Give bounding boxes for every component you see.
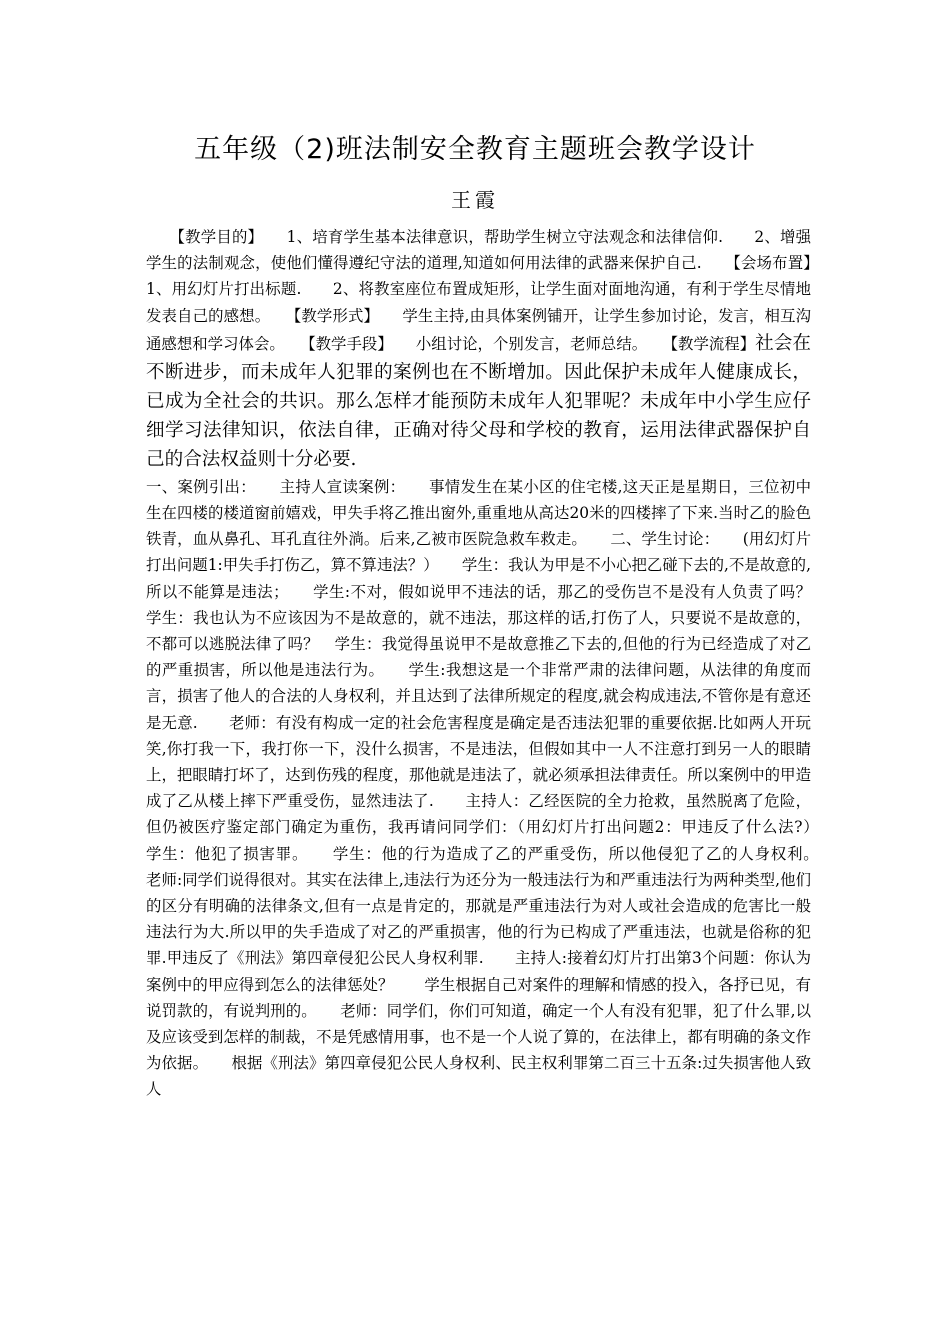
case-paragraph: 一、案例引出： 主持人宣读案例： 事情发生在某小区的住宅楼,这天正是星期日，三位初中生在四楼的楼道窗前嬉戏，甲失手将乙推出窗外,重重地从高达20米的四楼摔了下来.当时乙的脸色铁青，血从鼻孔、耳孔直往外淌。后来,乙被市医院急救车救走。 二、学生讨论： (用幻灯片打出问题1:甲失手打伤乙，算不算违法？） 学生：我认为甲是不小心把乙碰下去的,不是故意的,所以不能算是违法； 学生:不对，假如说甲不违法的话，那乙的受伤岂不是没有人负责了吗？ 学生：我也认为不应该因为不是故意的，就不违法，那这样的话,打伤了人，只要说不是故意的，不都可以逃脱法律了吗？ 学生：我觉得虽说甲不是故意推乙下去的,但他的行为已经造成了对乙的严重损害，所以他是违法行为。 学生:我想这是一个非常严肃的法律问题，从法律的角度而言，损害了他人的合法的人身权利，并且达到了法律所规定的程度,就会构成违法,不管你是有意还是无意. 老师：有没有构成一定的社会危害程度是确定是否违法犯罪的重要依据.比如两人开玩笑,你打我一下，我打你一下，没什么损害，不是违法，但假如其中一人不注意打到另一人的眼睛上，把眼睛打坏了，达到伤残的程度，那他就是违法了，就必须承担法律责任。所以案例中的甲造成了乙从楼上摔下严重受伤，显然违法了. 主持人：乙经医院的全力抢救，虽然脱离了危险，但仍被医疗鉴定部门确定为重伤，我再请问同学们：（用幻灯片打出问题2：甲违反了什么法?） 学生：他犯了损害罪。 学生：他的行为造成了乙的严重受伤，所以他侵犯了乙的人身权利。 老师:同学们说得很对。其实在法律上,违法行为还分为一般违法行为和严重违法行为两种类型,他们的区分有明确的法律条文,但有一点是肯定的，那就是严重违法行为对人或社会造成的危害比一般违法行为大.所以甲的失手造成了对乙的严重损害，他的行为已构成了严重违法，也就是俗称的犯罪.甲违反了《刑法》第四章侵犯公民人身权利罪. 主持人:接着幻灯片打出第3个问题：你认为案例中的甲应得到怎么的法律惩处？ 学生根据自己对案件的理解和情感的投入，各抒已见，有说罚款的，有说判刑的。 老师：同学们，你们可知道，确定一个人有没有犯罪，犯了什么罪,以及应该受到怎样的制裁，不是凭感情用事，也不是一个人说了算的，在法律上，都有明确的条文作为依据。 根据《刑法》第四章侵犯公民人身权利、民主权利罪第二百三十五条:过失损害他人致人 [146, 477, 842, 1099]
document-title: 五年级（2)班法制安全教育主题班会教学设计 [194, 134, 756, 165]
document-author: 王霞 [451, 188, 499, 212]
intro-text: 社会在不断进步，而未成年人犯罪的案例也在不断增加。因此保护未成年人健康成长，已成为全社会的共识。那么怎样才能预防未成年人犯罪呢？未成年中小学生应仔细学习法律知识，依法自律，正确对待父母和学校的教育，运用法律武器保护自己的合法权益则十分必要. [146, 332, 811, 470]
goals-text: 【教学目的】 1、培育学生基本法律意识，帮助学生树立守法观念和法律信仰. 2、增强学生的法制观念，使他们懂得遵纪守法的道理,知道如何用法律的武器来保护自己. 【会场布置】 1、用幻灯片打出标题. 2、将教室座位布置成矩形，让学生面对面地沟通，有利于学生尽情地发表自己的感想。 【教学形式】 学生主持,由具体案例铺开，让学生参加讨论，发言，相互沟通感想和学习体会。 【教学手段】 小组讨论，个别发言，老师总结。 【教学流程】 [146, 228, 842, 353]
body-paragraph [146, 224, 842, 474]
document-body [146, 224, 842, 1103]
